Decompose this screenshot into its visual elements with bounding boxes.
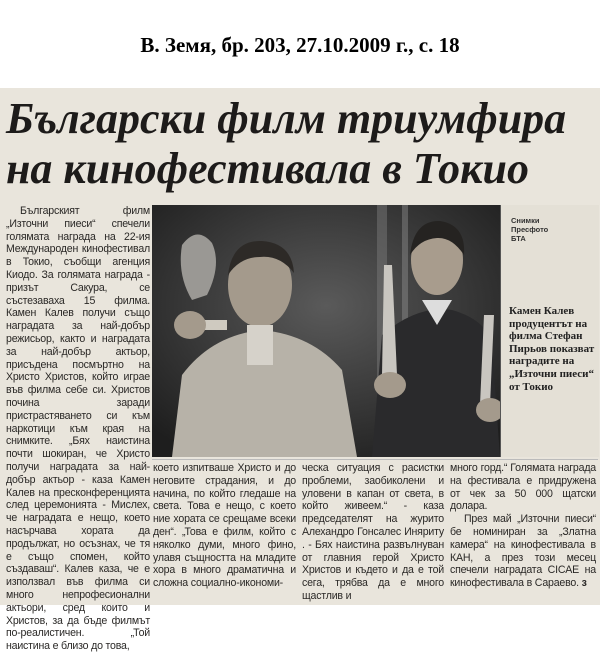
photo-caption: Камен Калев продуцентът на филма Стефан Пирьов показват наградите на „Източни пиеси“ от Токио: [509, 305, 595, 393]
photo-credit: [511, 216, 548, 243]
photo-credit-line: Пресфото: [511, 225, 549, 234]
article-column-bottom-3: [450, 462, 596, 590]
article-text: ческа ситуация с расистки проблеми, заобиколени и уловени в капан от света, в който живеем.“ - каза председателят на журито Алехандро Гонсалес Иняриту . - Бях наистина развълнуван от главния герой Христо Христов и където и да е той сега, трябва да е много щастлив и: [302, 462, 444, 602]
article-text: Българският филм „Източни пиеси“ спечели голямата награда на 22-ия Международен кинофестивал в Токио, съобщи агенция Киодо. За голямата награда - призът Сакура, се състезаваха 15 филма. Камен Калев получи също наградата за най-добър режисьор, както и наградата за най-добър актьор, присъдена посмъртно на Христо Христов, който играе във филма себе си. Христов почина заради пристрастяването си към наркотици към края на снимките. „Бях наистина почти шокиран, че Христо получи наградата за най-добър актьор - каза Камен Калев на пресконференцията след церемонията - Мислех, че наградата е нещо, което насърчава хората да продължат, но осъзнах, че тя е също спомен, който създаваш“. Калев каза, че е използвал във филма си много непрофесионални актьори, сред които и Христов, за да бъде филмът по-реалистичен. „Той наистина е близо до това,: [6, 205, 150, 653]
article-column-bottom-1: [153, 462, 296, 590]
article-text: През май „Източни пиеси“ бе номиниран за „Златна камера“ на кинофестивала в КАН, а през този месец спечели наградата CICAE на кинофестивала в Сараево.: [450, 513, 596, 590]
photo-illustration: [152, 205, 500, 457]
article-column-bottom-2: [302, 462, 444, 603]
photo-credit-line: БТА: [511, 234, 526, 243]
article-text: много горд.“ Голямата награда на фестивала е придружена от чек за 50 000 щатски долара.: [450, 462, 596, 513]
article-paragraph: [450, 513, 596, 590]
article-column-left: [6, 205, 150, 653]
divider: [152, 459, 598, 460]
headline-line-2: на кинофестивала в Токио: [6, 144, 529, 193]
headline-line-1: Български филм триумфира: [6, 94, 567, 143]
end-mark: з: [581, 577, 587, 590]
source-line: В. Земя, бр. 203, 27.10.2009 г., с. 18: [140, 33, 460, 57]
photo-credit-line: Снимки: [511, 216, 540, 225]
article-photo: [152, 205, 500, 457]
headline: [6, 94, 596, 198]
article-text: което изпитваше Христо и до неговите страдания, и до начина, по който гледаше на света. Това е нещо, с което ние хората се срещаме всеки ден“. „Това е филм, който с няколко думи, много фино, улавя същността на младите хора в много драматична и сложна социално-икономи-: [153, 462, 296, 590]
photo-caption-panel: [500, 205, 599, 457]
